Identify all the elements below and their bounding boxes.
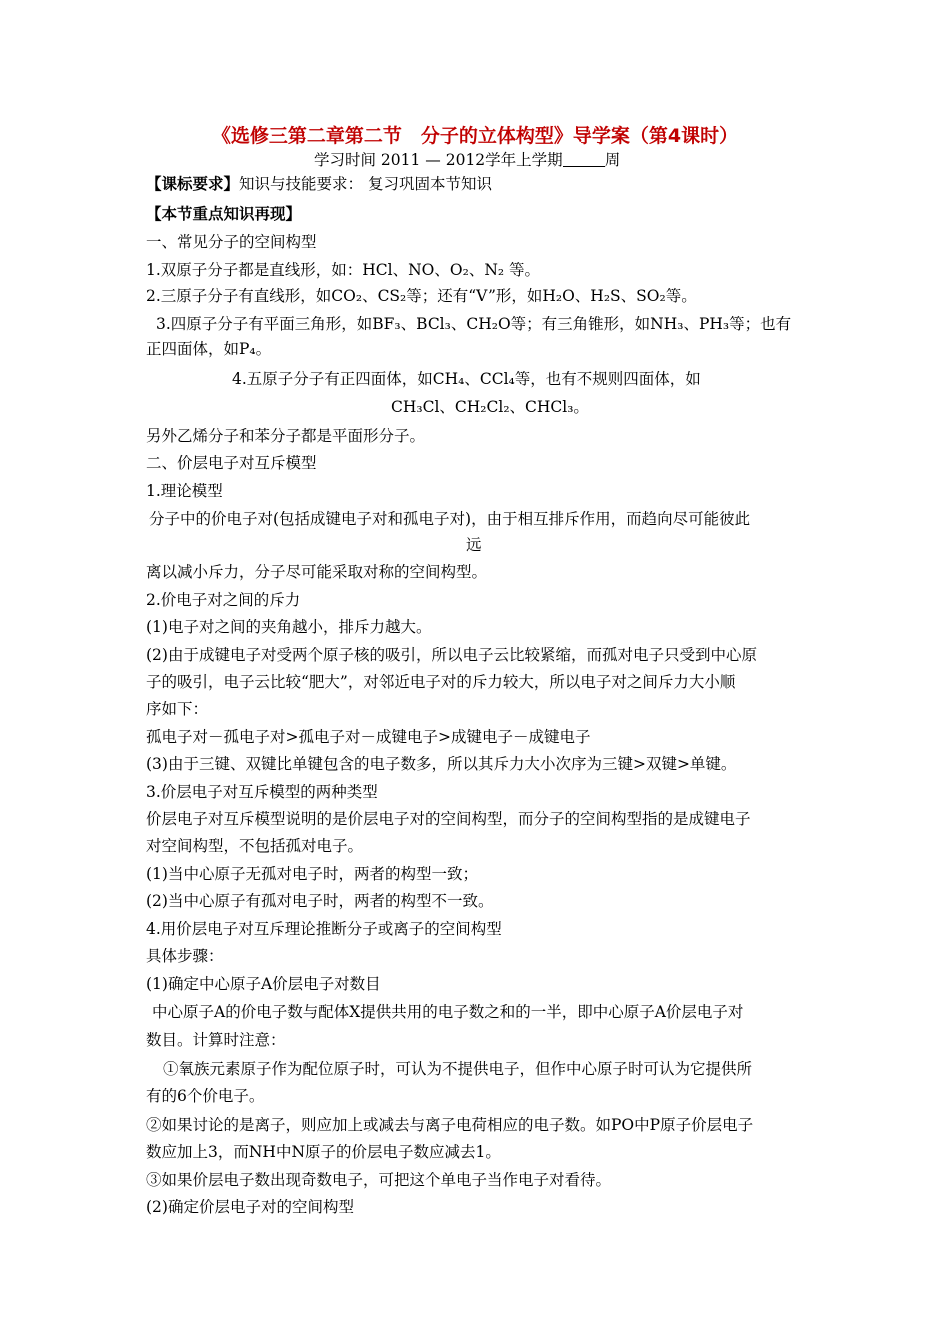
s2-p2-2b: 子的吸引，电子云比较“肥大”，对邻近电子对的斥力较大，所以电子对之间斥力大小顺 [146,673,736,691]
s2-p1-title: 1.理论模型 [146,482,223,500]
s2-heading: 二、价层电子对互斥模型 [146,454,317,472]
s2-p3-1: (1)当中心原子无孤对电子时，两者的构型一致； [146,865,478,883]
s1-line-4b: CH₃Cl、CH₂Cl₂、CHCl₃。 [391,398,589,416]
requirements [146,174,492,194]
note-1a: ①氧族元素原子作为配位原子时，可认为不提供电子，但作中心原子时可认为它提供所 [163,1060,753,1078]
s2-p2-2d: 孤电子对－孤电子对>孤电子对－成键电子>成键电子－成键电子 [146,728,591,746]
s1-line-3b: 正四面体，如P₄。 [146,340,272,358]
section-heading: 【本节重点知识再现】 [146,205,302,223]
s2-p4-steps: 具体步骤： [146,947,224,965]
study-time [314,150,620,170]
s2-p1-a: 分子中的价电子对(包括成键电子对和孤电子对)，由于相互排斥作用，而趋向尽可能彼此 [149,510,751,528]
s1-line-4a: 4.五原子分子有正四面体，如CH₄、CCl₄等，也有不规则四面体，如 [232,370,701,388]
note-2a: ②如果讨论的是离子，则应加上或减去与离子电荷相应的电子数。如PO中P原子价层电子 [146,1116,754,1134]
study-time-prefix: 学习时间 2011 — 2012学年上学期 [314,151,563,169]
document-title: 《选修三第二章第二节 分子的立体构型》导学案（第4课时） [211,125,739,147]
s2-p4-1: (1)确定中心原子A价层电子对数目 [146,975,381,993]
s2-p3-title: 3.价层电子对互斥模型的两种类型 [146,783,378,801]
s2-p4-1b: 数目。计算时注意： [146,1031,286,1049]
s2-p1-c: 离以减小斥力，分子尽可能采取对称的空间构型。 [146,563,488,581]
note-2b: 数应加上3，而NH中N原子的价层电子数应减去1。 [146,1143,501,1161]
s2-p4-title: 4.用价层电子对互斥理论推断分子或离子的空间构型 [146,920,502,938]
s2-p4-2: (2)确定价层电子对的空间构型 [146,1198,354,1216]
s2-p2-2a: (2)由于成键电子对受两个原子核的吸引，所以电子云比较紧缩，而孤对电子只受到中心原 [146,646,757,664]
s1-line-5: 另外乙烯分子和苯分子都是平面形分子。 [146,427,426,445]
s2-p3-b: 对空间构型，不包括孤对电子。 [146,837,364,855]
s2-p4-1a: 中心原子A的价电子数与配体X提供共用的电子数之和的一半，即中心原子A价层电子对 [152,1003,744,1021]
s2-p2-title: 2.价电子对之间的斥力 [146,591,301,609]
s1-line-3a: 3.四原子分子有平面三角形，如BF₃、BCl₃、CH₂O等；有三角锥形，如NH₃、PH₃等；也有 [156,315,792,333]
s2-p3-2: (2)当中心原子有孤对电子时，两者的构型不一致。 [146,892,494,910]
s1-heading: 一、常见分子的空间构型 [146,233,317,251]
note-1b: 有的6个价电子。 [146,1087,265,1105]
s1-line-2: 2.三原子分子有直线形，如CO₂、CS₂等；还有“V”形，如H₂O、H₂S、SO₂等。 [146,287,697,305]
s2-p3-a: 价层电子对互斥模型说明的是价层电子对的空间构型，而分子的空间构型指的是成键电子 [146,810,751,828]
s2-p2-1: (1)电子对之间的夹角越小，排斥力越大。 [146,618,432,636]
s2-p1-b: 远 [466,536,482,554]
note-3: ③如果价层电子数出现奇数电子，可把这个单电子当作电子对看待。 [146,1171,612,1189]
requirements-text: 知识与技能要求： 复习巩固本节知识 [239,175,492,193]
s1-line-1: 1.双原子分子都是直线形，如：HCl、NO、O₂、N₂ 等。 [146,261,541,279]
requirements-label: 【课标要求】 [146,175,240,193]
s2-p2-3: (3)由于三键、双键比单键包含的电子数多，所以其斥力大小次序为三键>双键>单键。 [146,755,737,773]
week-blank [563,152,605,167]
study-time-suffix: 周 [604,151,621,169]
s2-p2-2c: 序如下： [146,700,209,718]
